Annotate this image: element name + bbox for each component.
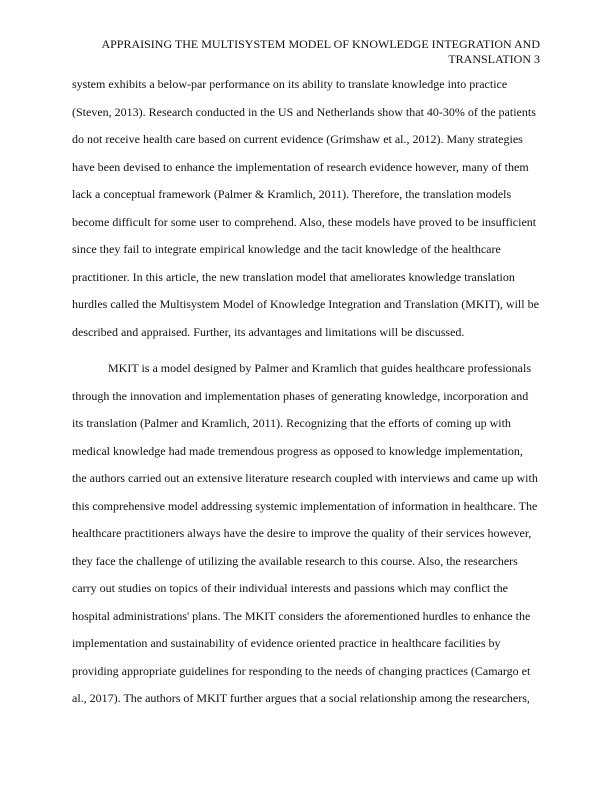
text-line: (Steven, 2013). Research conducted in the US and Netherlands show that 40-30% of the patients	[72, 104, 536, 119]
text-line: healthcare practitioners always have the desire to improve the quality of their services however,	[72, 526, 532, 540]
text-line: MKIT is a model designed by Palmer and Kramlich that guides healthcare professionals	[108, 361, 531, 375]
text-line: its translation (Palmer and Kramlich, 2011). Recognizing that the efforts of coming up with	[72, 416, 511, 430]
paragraph-introduction	[72, 71, 552, 346]
text-line: hurdles called the Multisystem Model of Knowledge Integration and Translation (MKIT), will be	[72, 297, 539, 311]
running-header	[60, 37, 540, 66]
header-line-page-number: TRANSLATION 3	[448, 51, 540, 66]
text-line: al., 2017). The authors of MKIT further argues that a social relationship among the researchers,	[72, 691, 530, 705]
text-line: medical knowledge had made tremendous progress as opposed to knowledge implementation,	[72, 443, 523, 458]
text-line: practitioner. In this article, the new translation model that ameliorates knowledge translation	[72, 269, 515, 284]
text-line: have been devised to enhance the implementation of research evidence however, many of them	[72, 159, 529, 174]
text-line: system exhibits a below-par performance on its ability to translate knowledge into practice	[72, 77, 508, 91]
header-line: APPRAISING THE MULTISYSTEM MODEL OF KNOWLEDGE INTEGRATION AND	[101, 37, 540, 51]
text-line: do not receive health care based on current evidence (Grimshaw et al., 2012). Many strategies	[72, 132, 523, 146]
text-line: since they fail to integrate empirical knowledge and the tacit knowledge of the healthcare	[72, 242, 501, 256]
text-line: through the innovation and implementation phases of generating knowledge, incorporation and	[72, 388, 529, 403]
text-line: this comprehensive model addressing systemic implementation of information in healthcare. The	[72, 498, 538, 513]
text-line: hospital administrations' plans. The MKIT considers the aforementioned hurdles to enhance the	[72, 608, 531, 623]
text-line: implementation and sustainability of evidence oriented practice in healthcare facilities by	[72, 636, 501, 650]
text-line: the authors carried out an extensive literature research coupled with interviews and came up with	[72, 471, 538, 485]
text-line: they face the challenge of utilizing the available research to this course. Also, the researchers	[72, 553, 518, 568]
paragraph-mkit-description	[72, 355, 552, 713]
text-line: become difficult for some user to comprehend. Also, these models have proved to be insufficient	[72, 214, 537, 229]
text-line: carry out studies on topics of their individual interests and passions which may conflict the	[72, 581, 508, 595]
text-line: lack a conceptual framework (Palmer & Kramlich, 2011). Therefore, the translation models	[72, 187, 512, 201]
text-line: providing appropriate guidelines for responding to the needs of changing practices (Camargo et	[72, 663, 531, 678]
text-line: described and appraised. Further, its advantages and limitations will be discussed.	[72, 324, 465, 339]
